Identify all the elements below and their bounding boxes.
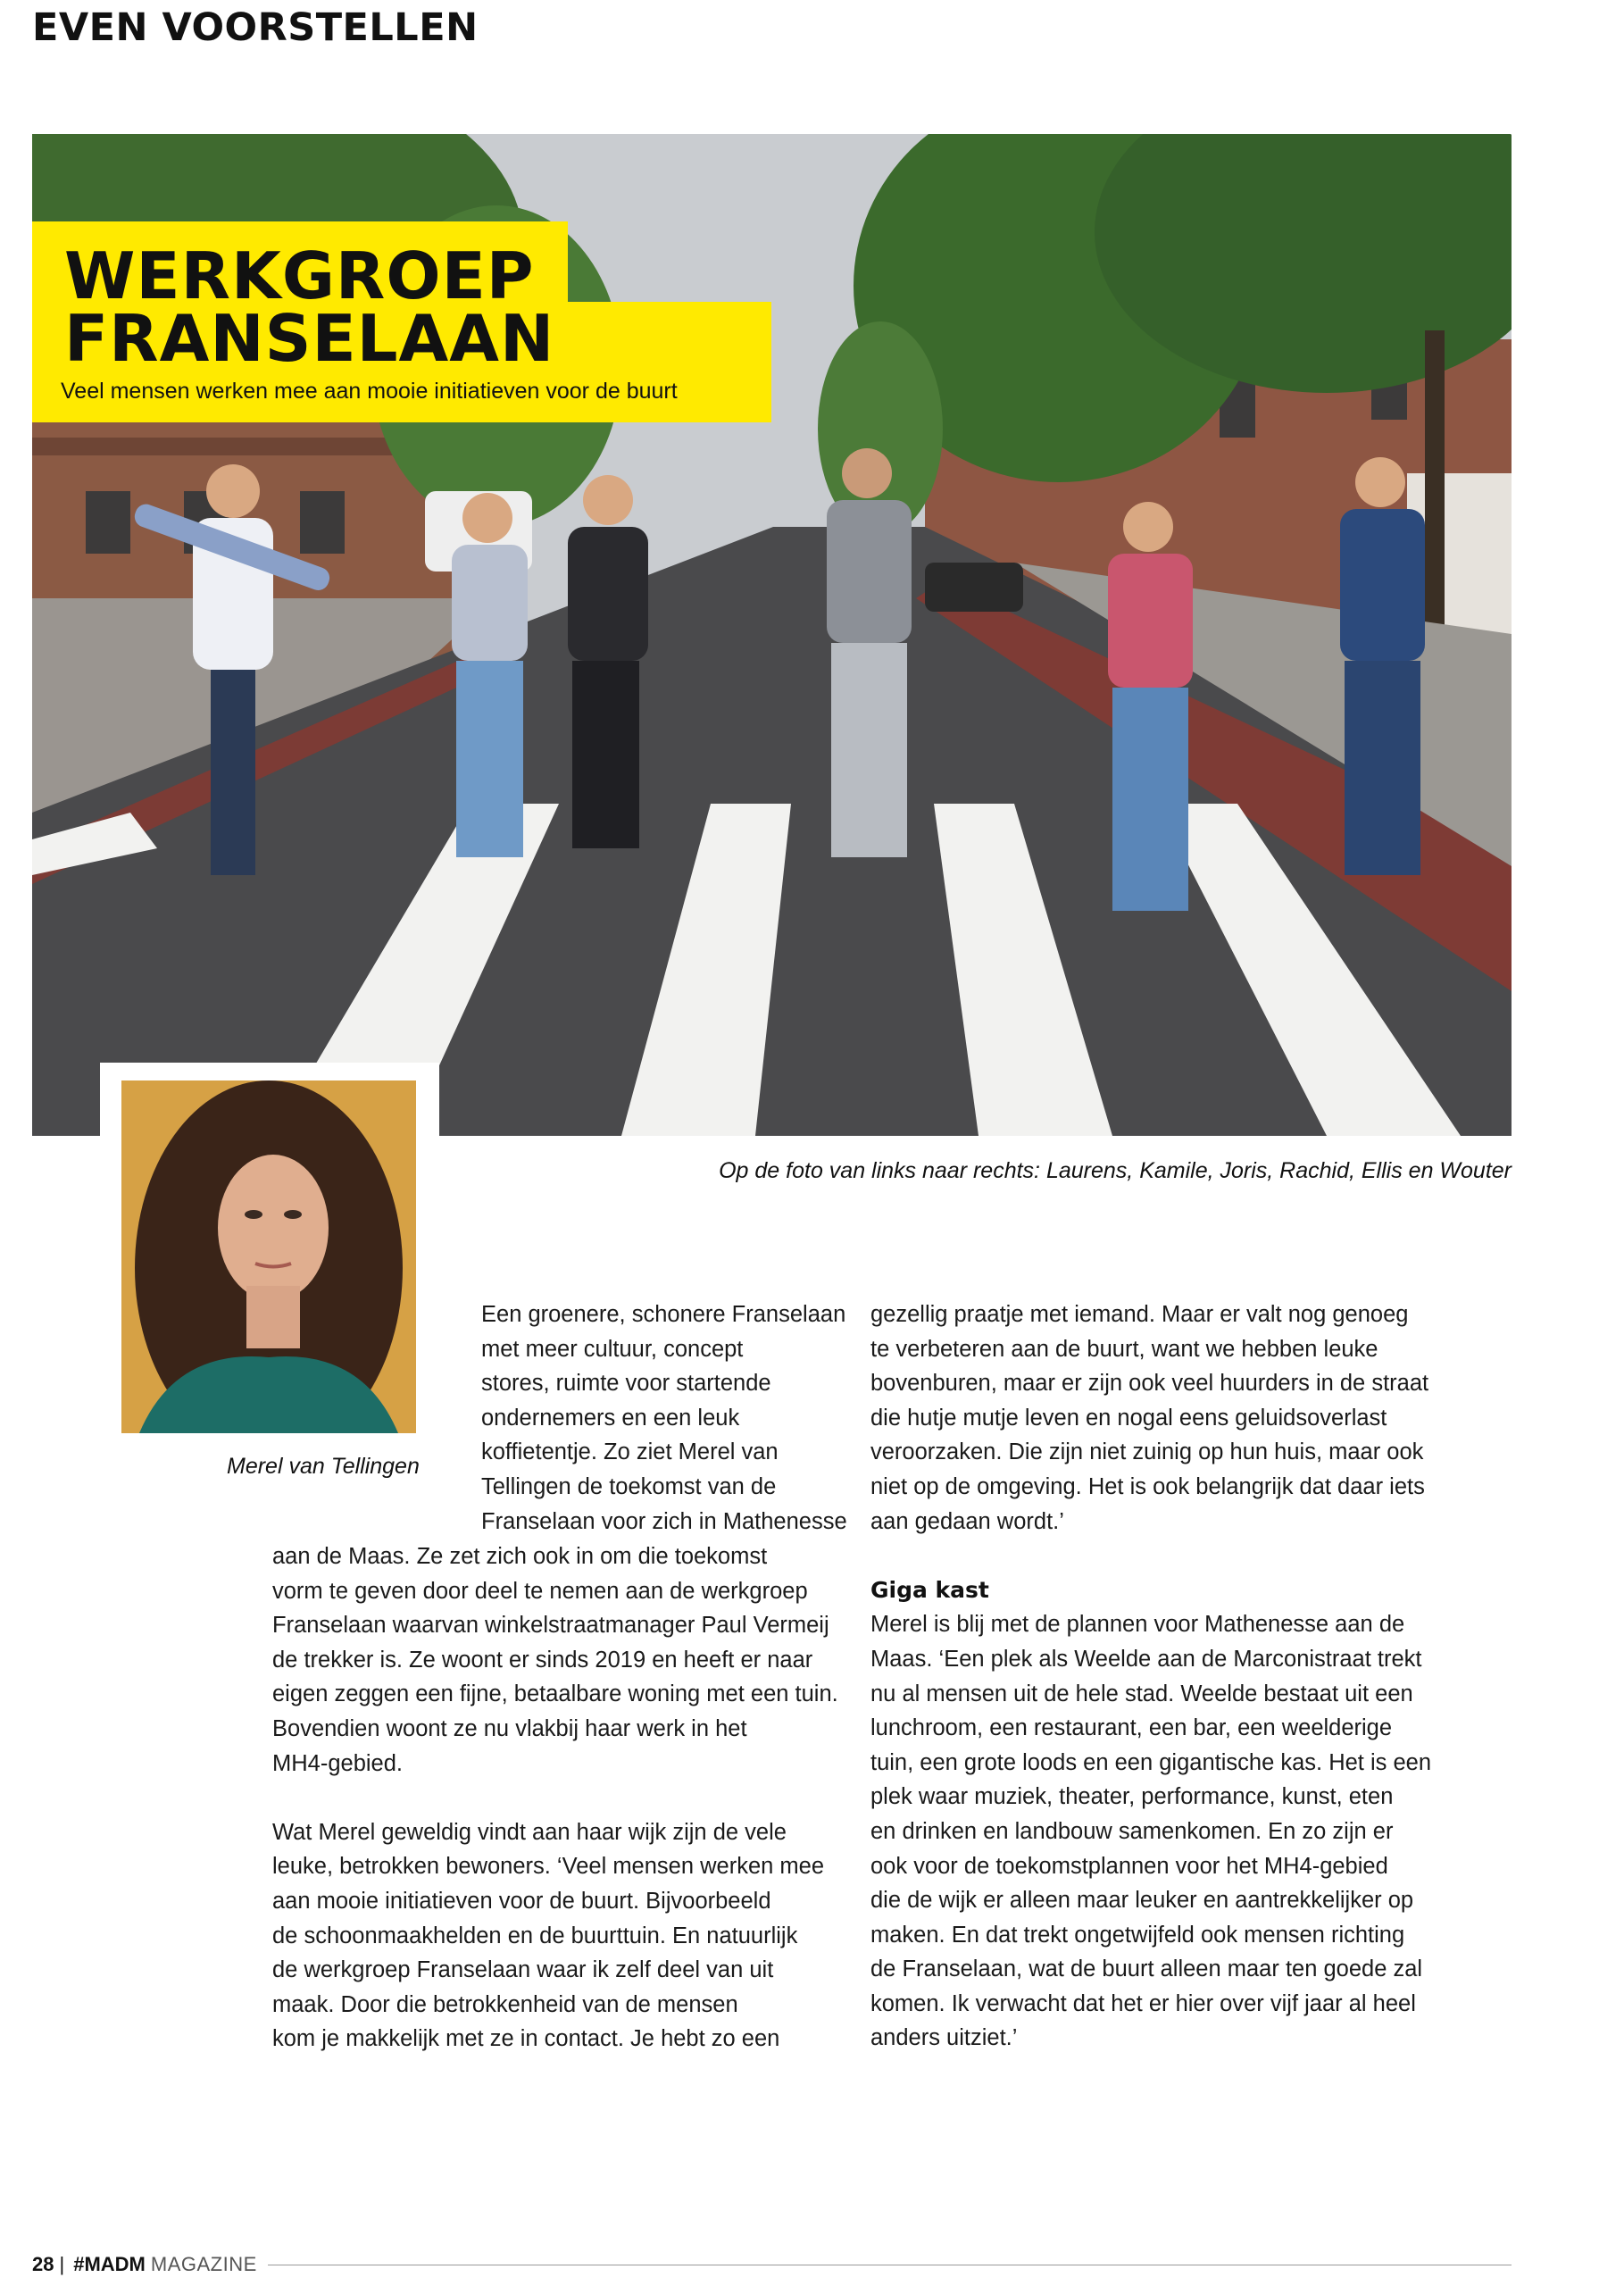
portrait-photo (121, 1080, 416, 1433)
text-line: Wat Merel geweldig vindt aan haar wijk zijn de vele (272, 1819, 787, 1845)
text-line: nu al mensen uit de hele stad. Weelde bestaat uit een (870, 1681, 1413, 1706)
text-line: niet op de omgeving. Het is ook belangrijk dat daar iets (870, 1473, 1425, 1499)
article-column-1 (272, 1539, 844, 2057)
article-subtitle: Veel mensen werken mee aan mooie initiatieven voor de buurt (61, 379, 678, 404)
portrait-frame (100, 1063, 439, 1447)
text-line: tuin, een grote loods en een gigantische kas. Het is een (870, 1749, 1431, 1775)
text-line: kom je makkelijk met ze in contact. Je hebt zo een (272, 2026, 780, 2052)
text-line: ondernemers en een leuk (481, 1405, 740, 1431)
text-line: stores, ruimte voor startende (481, 1371, 771, 1397)
article-intro (481, 1297, 856, 1539)
text-line: de werkgroep Franselaan waar ik zelf deel van uit (272, 1957, 774, 1983)
text-line: ook voor de toekomstplannen voor het MH4-gebied (870, 1853, 1388, 1879)
text-line: anders uitziet.’ (870, 2025, 1018, 2051)
text-line: aan de Maas. Ze zet zich ook in om die toekomst (272, 1544, 768, 1569)
article-subheading: Giga kast (870, 1576, 989, 1603)
section-label: EVEN VOORSTELLEN (32, 5, 479, 50)
text-line: de Franselaan, wat de buurt alleen maar ten goede zal (870, 1956, 1423, 1982)
text-line: die de wijk er alleen maar leuker en aantrekkelijker op (870, 1888, 1414, 1914)
text-line: Maas. ‘Een plek als Weelde aan de Marconistraat trekt (870, 1646, 1422, 1672)
text-line: koffietentje. Zo ziet Merel van (481, 1439, 779, 1465)
text-line: Tellingen de toekomst van de (481, 1473, 777, 1499)
text-line: lunchroom, een restaurant, een bar, een weelderige (870, 1715, 1393, 1741)
page-number: 28 (32, 2253, 54, 2275)
title-line: FRANSELAAN (64, 301, 555, 376)
footer-magazine-label: MAGAZINE (150, 2253, 257, 2275)
article-column-2 (870, 1297, 1451, 2056)
page-footer (32, 2248, 1512, 2281)
text-line: maak. Door die betrokkenheid van de mensen (272, 1991, 738, 2017)
footer-brand: #MADM (73, 2253, 146, 2275)
text-line: maken. En dat trekt ongetwijfeld ook mensen richting (870, 1922, 1405, 1948)
text-line: leuke, betrokken bewoners. ‘Veel mensen werken mee (272, 1854, 825, 1880)
text-line: te verbeteren aan de buurt, want we hebben leuke (870, 1336, 1378, 1362)
text-line: Een groenere, schonere Franselaan (481, 1302, 846, 1327)
text-line: Franselaan voor zich in Mathenesse (481, 1508, 847, 1534)
text-line: Franselaan waarvan winkelstraatmanager Paul Vermeij (272, 1613, 829, 1639)
text-line: Bovendien woont ze nu vlakbij haar werk in het (272, 1715, 747, 1741)
text-line: plek waar muziek, theater, performance, kunst, eten (870, 1784, 1394, 1810)
text-line: MH4-gebied. (272, 1750, 403, 1776)
text-line: veroorzaken. Die zijn niet zuinig op hun huis, maar ook (870, 1439, 1424, 1465)
portrait-caption: Merel van Tellingen (227, 1454, 420, 1479)
text-line: eigen zeggen een fijne, betaalbare woning met een tuin. (272, 1681, 838, 1707)
text-line: vorm te geven door deel te nemen aan de werkgroep (272, 1578, 808, 1604)
text-line: komen. Ik verwacht dat het er hier over vijf jaar al heel (870, 1990, 1416, 2016)
text-line: gezellig praatje met iemand. Maar er valt nog genoeg (870, 1302, 1409, 1327)
text-line: met meer cultuur, concept (481, 1336, 744, 1362)
hero-photo-caption: Op de foto van links naar rechts: Laurens, Kamile, Joris, Rachid, Ellis en Wouter (719, 1158, 1512, 1183)
text-line: Merel is blij met de plannen voor Mathenesse aan de (870, 1612, 1405, 1638)
footer-separator: | (59, 2253, 65, 2275)
text-line: en drinken en landbouw samenkomen. En zo zijn er (870, 1818, 1394, 1844)
text-line: aan gedaan wordt.’ (870, 1508, 1064, 1534)
article-title (64, 238, 743, 376)
text-line: de trekker is. Ze woont er sinds 2019 en heeft er naar (272, 1647, 813, 1673)
text-line: de schoonmaakhelden en de buurttuin. En natuurlijk (272, 1923, 798, 1948)
text-line: bovenburen, maar er zijn ook veel huurders in de straat (870, 1371, 1429, 1397)
title-line: WERKGROEP (64, 238, 535, 313)
text-line: die hutje mutje leven en nogal eens geluidsoverlast (870, 1405, 1387, 1431)
text-line: aan mooie initiatieven voor de buurt. Bijvoorbeeld (272, 1888, 771, 1914)
